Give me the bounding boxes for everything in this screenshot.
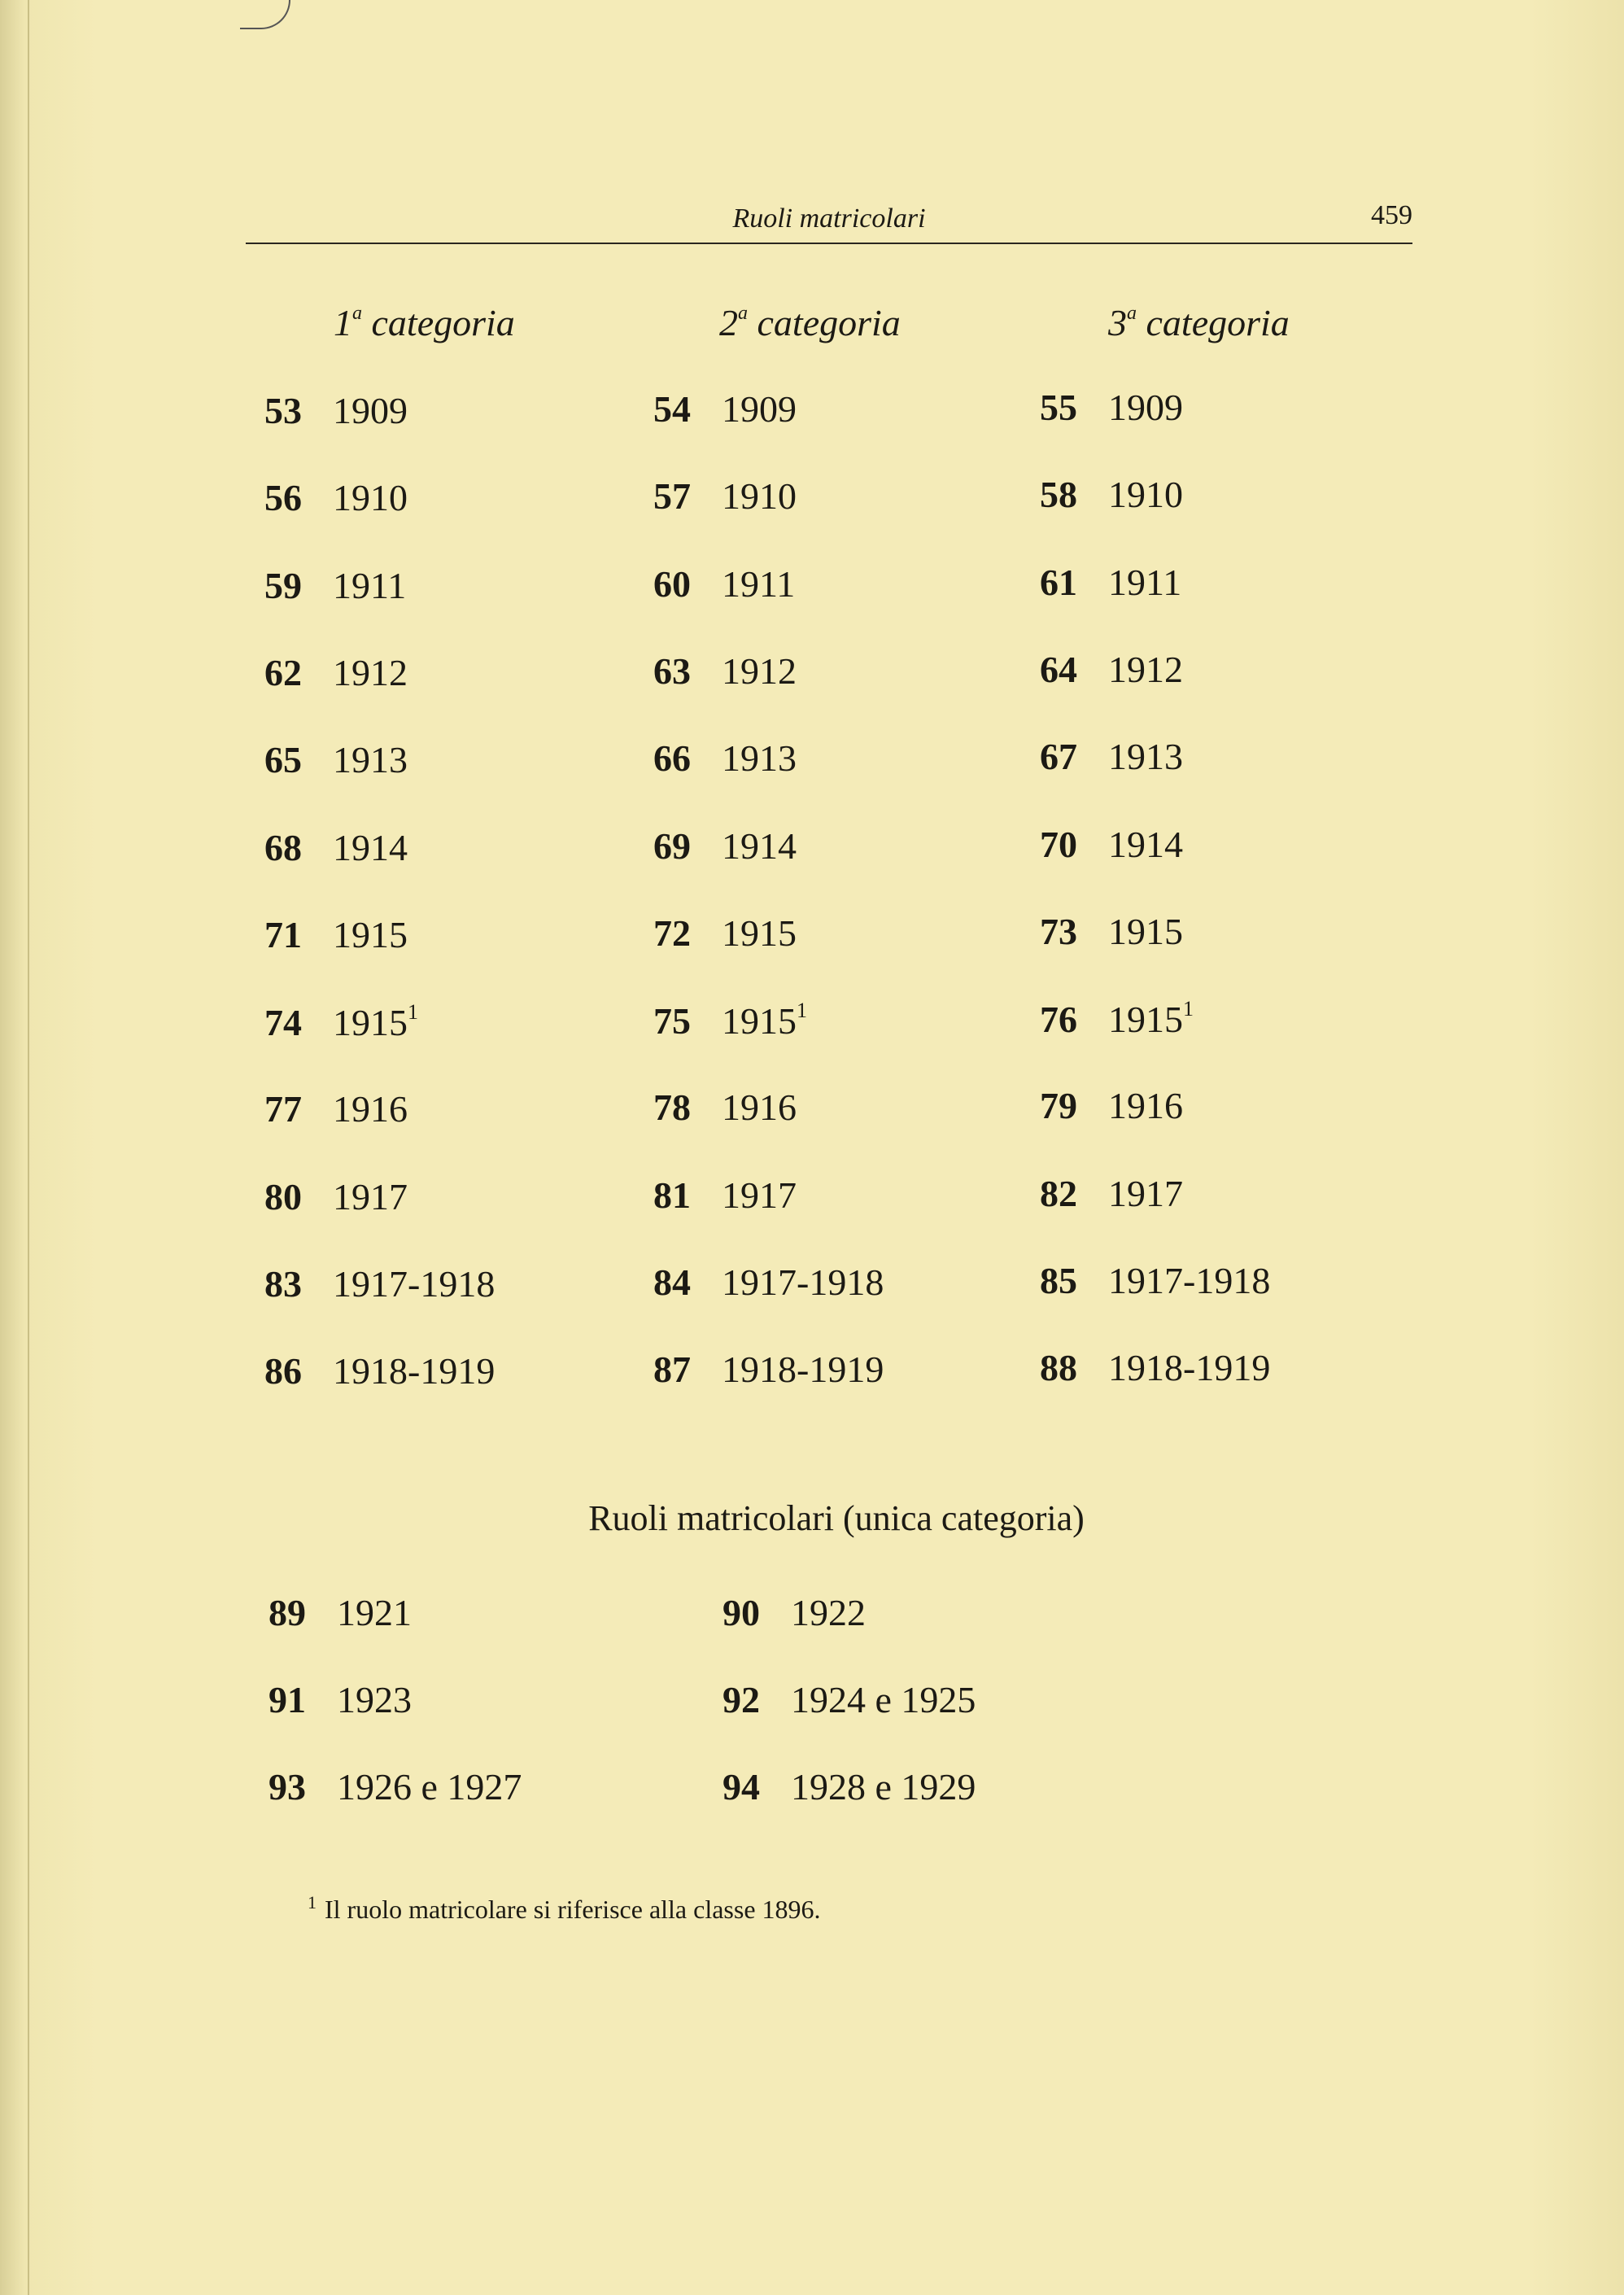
entry-number: 94: [723, 1766, 760, 1808]
entry-number: 57: [653, 475, 691, 517]
entry-number: 84: [653, 1261, 691, 1303]
entry-number: 54: [653, 388, 691, 430]
entry-number: 90: [723, 1592, 760, 1633]
entry-year: 1910: [333, 477, 408, 518]
header-title: Ruoli matricolari: [732, 203, 926, 234]
entry-year: 1915: [1108, 911, 1183, 952]
entry-number: 64: [1040, 649, 1077, 690]
entry-year: 1916: [333, 1088, 408, 1130]
entry-year: 1924 e 1925: [791, 1679, 976, 1720]
entry-year: 1910: [722, 475, 797, 517]
entry-number: 69: [653, 825, 691, 867]
register-entry: [264, 1000, 418, 1044]
register-entry: [264, 738, 408, 781]
entry-number: 60: [653, 563, 691, 605]
page-number: 459: [1371, 200, 1412, 230]
entry-year: 1913: [722, 737, 797, 779]
entry-year: 1913: [1108, 736, 1183, 777]
entry-year: 1911: [333, 565, 407, 606]
register-entry: [264, 389, 408, 432]
entry-year: 1926 e 1927: [337, 1766, 522, 1808]
entry-number: 93: [268, 1766, 306, 1808]
entry-year: 1915: [1108, 999, 1183, 1040]
entry-number: 67: [1040, 736, 1077, 777]
footnote-mark: 1: [308, 1892, 317, 1912]
unica-entry: [723, 1765, 976, 1808]
entry-year: 1912: [722, 650, 797, 692]
entry-number: 76: [1040, 999, 1077, 1040]
footnote: [308, 1892, 821, 1925]
entry-year: 1917-1918: [1108, 1260, 1271, 1301]
entry-year: 1928 e 1929: [791, 1766, 976, 1808]
entry-year: 1913: [333, 739, 408, 780]
register-entry: [264, 913, 408, 956]
entry-number: 77: [264, 1088, 302, 1130]
entry-number: 66: [653, 737, 691, 779]
footnote-ref: 1: [1183, 997, 1194, 1021]
entry-number: 61: [1040, 562, 1077, 603]
entry-year: 1915: [333, 1002, 408, 1043]
unica-entry: [723, 1591, 866, 1634]
entry-number: 83: [264, 1263, 302, 1305]
entry-number: 86: [264, 1350, 302, 1392]
entry-number: 89: [268, 1592, 306, 1633]
entry-year: 1916: [722, 1086, 797, 1128]
register-entry: [653, 649, 797, 693]
register-entry: [264, 476, 408, 519]
entry-year: 1917: [1108, 1173, 1183, 1214]
entry-year: 1917: [722, 1174, 797, 1216]
footnote-ref: 1: [797, 999, 807, 1022]
unica-entry: [268, 1591, 412, 1634]
entry-number: 88: [1040, 1347, 1077, 1388]
entry-year: 1915: [722, 1000, 797, 1042]
register-entry: [653, 737, 797, 780]
entry-number: 72: [653, 912, 691, 954]
category-heading-3: 3$^a$ categoria: [1108, 302, 1290, 343]
entry-year: 1915: [333, 914, 408, 955]
entry-year: 1909: [722, 388, 797, 430]
entry-year: 1917-1918: [722, 1261, 884, 1303]
entry-year: 1922: [791, 1592, 866, 1633]
entry-number: 56: [264, 477, 302, 518]
unica-entry: [268, 1678, 412, 1721]
register-entry: [653, 1261, 884, 1304]
entry-number: 62: [264, 652, 302, 693]
register-entry: [1040, 1346, 1270, 1389]
entry-number: 58: [1040, 474, 1077, 515]
entry-number: 82: [1040, 1173, 1077, 1214]
register-entry: [264, 1087, 408, 1130]
binding-gutter: [28, 0, 29, 2295]
category-heading-1: 1$^a$ categoria: [334, 302, 515, 343]
entry-number: 68: [264, 827, 302, 868]
entry-year: 1916: [1108, 1085, 1183, 1126]
entry-number: 55: [1040, 387, 1077, 428]
footnote-ref: 1: [408, 1000, 418, 1024]
register-entry: [653, 999, 807, 1043]
entry-number: 73: [1040, 911, 1077, 952]
register-entry: [1040, 648, 1183, 691]
register-entry: [1040, 910, 1183, 953]
register-entry: [1040, 735, 1183, 778]
entry-year: 1912: [1108, 649, 1183, 690]
entry-year: 1911: [1108, 562, 1182, 603]
unica-entry: [268, 1765, 522, 1808]
entry-number: 53: [264, 390, 302, 431]
register-entry: [264, 651, 408, 694]
entry-number: 71: [264, 914, 302, 955]
entry-year: 1918-1919: [1108, 1347, 1271, 1388]
entry-number: 91: [268, 1679, 306, 1720]
entry-number: 92: [723, 1679, 760, 1720]
entry-year: 1911: [722, 563, 796, 605]
entry-number: 85: [1040, 1260, 1077, 1301]
register-entry: [264, 564, 406, 607]
entry-number: 75: [653, 1000, 691, 1042]
register-entry: [1040, 473, 1183, 516]
register-entry: [653, 562, 795, 605]
entry-number: 87: [653, 1349, 691, 1390]
entry-number: 80: [264, 1176, 302, 1217]
entry-year: 1921: [337, 1592, 412, 1633]
entry-year: 1918-1919: [722, 1349, 884, 1390]
register-entry: [653, 1174, 797, 1217]
register-entry: [1040, 1084, 1183, 1127]
register-entry: [653, 387, 797, 431]
entry-year: 1918-1919: [333, 1350, 495, 1392]
entry-year: 1909: [333, 390, 408, 431]
running-header: [246, 200, 1412, 244]
register-entry: [653, 1348, 884, 1391]
entry-year: 1923: [337, 1679, 412, 1720]
register-entry: [1040, 997, 1194, 1041]
entry-year: 1912: [333, 652, 408, 693]
category-heading-2: 2$^a$ categoria: [719, 302, 901, 343]
entry-year: 1914: [333, 827, 408, 868]
entry-year: 1914: [722, 825, 797, 867]
register-entry: [1040, 386, 1183, 429]
entry-number: 70: [1040, 824, 1077, 865]
unica-section-title: Ruoli matricolari (unica categoria): [588, 1498, 1085, 1538]
unica-entry: [723, 1678, 976, 1721]
entry-year: 1909: [1108, 387, 1183, 428]
register-entry: [264, 1175, 408, 1218]
register-entry: [1040, 1259, 1270, 1302]
register-entry: [653, 911, 797, 955]
entry-year: 1917: [333, 1176, 408, 1217]
entry-number: 78: [653, 1086, 691, 1128]
register-entry: [264, 1262, 495, 1305]
entry-number: 65: [264, 739, 302, 780]
entry-year: 1917-1918: [333, 1263, 495, 1305]
register-entry: [653, 474, 797, 518]
entry-year: 1914: [1108, 824, 1183, 865]
entry-number: 59: [264, 565, 302, 606]
entry-number: 81: [653, 1174, 691, 1216]
entry-number: 63: [653, 650, 691, 692]
register-entry: [264, 826, 408, 869]
register-entry: [653, 824, 797, 868]
register-entry: [1040, 823, 1183, 866]
register-entry: [1040, 561, 1181, 604]
footnote-text: Il ruolo matricolare si riferisce alla classe 1896.: [325, 1895, 821, 1924]
entry-year: 1915: [722, 912, 797, 954]
register-entry: [264, 1349, 495, 1392]
register-entry: [653, 1086, 797, 1129]
entry-number: 74: [264, 1002, 302, 1043]
entry-year: 1910: [1108, 474, 1183, 515]
entry-number: 79: [1040, 1085, 1077, 1126]
register-entry: [1040, 1172, 1183, 1215]
